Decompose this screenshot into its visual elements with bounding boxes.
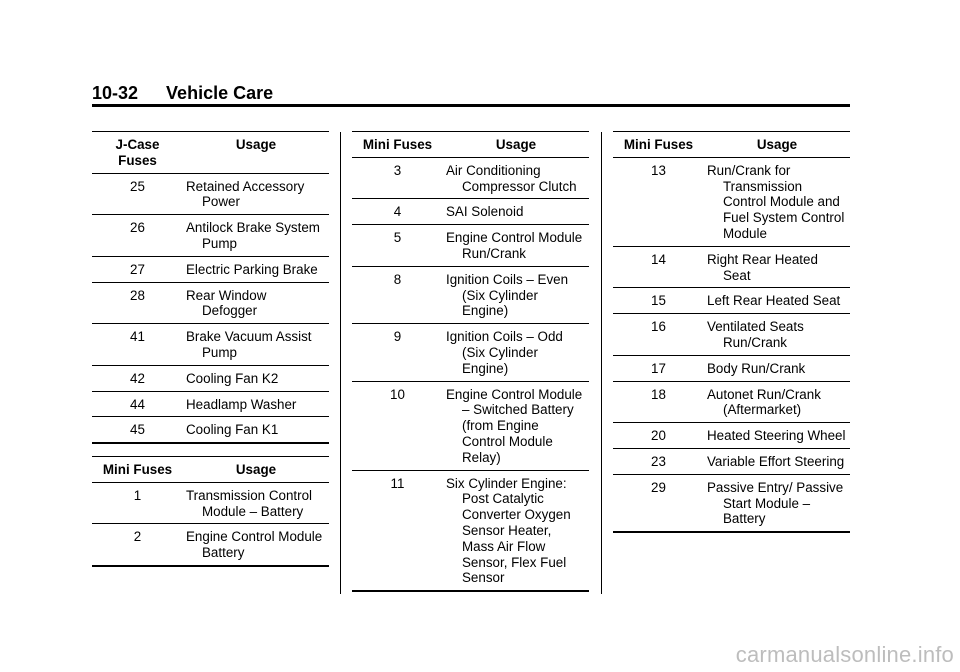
- fuse-usage-cell: [443, 266, 589, 323]
- table-row: [92, 324, 329, 366]
- fuse-usage: Transmission Control Module – Battery: [186, 487, 313, 519]
- watermark: carmanualsonline.info: [735, 642, 954, 667]
- fuse-usage: Air Conditioning Compressor Clutch: [446, 162, 577, 194]
- fuse-number: 17: [613, 355, 704, 381]
- fuse-number: 27: [92, 256, 183, 282]
- mini-fuses-table-3: [613, 131, 850, 533]
- fuse-number: 10: [352, 381, 443, 470]
- fuse-number: 42: [92, 365, 183, 391]
- jcase-fuses-header-number: J-Case Fuses: [92, 132, 183, 174]
- table-row: [92, 173, 329, 215]
- table-row: [613, 381, 850, 423]
- fuse-usage-cell: [183, 215, 329, 257]
- table-row: [613, 448, 850, 474]
- table-row: [613, 288, 850, 314]
- fuse-number: 41: [92, 324, 183, 366]
- fuse-usage: Left Rear Heated Seat: [707, 293, 841, 309]
- fuse-number: 3: [352, 157, 443, 199]
- table-row: [352, 324, 589, 381]
- table-row: [613, 157, 850, 246]
- fuse-number: 25: [92, 173, 183, 215]
- fuse-usage: Cooling Fan K1: [186, 422, 279, 438]
- fuse-usage: Autonet Run/Crank (Aftermarket): [707, 386, 821, 418]
- mini-fuses-1-header-number: Mini Fuses: [92, 457, 183, 483]
- fuse-number: 44: [92, 391, 183, 417]
- fuse-usage-cell: [443, 381, 589, 470]
- fuse-number: 15: [613, 288, 704, 314]
- fuse-usage-cell: [183, 324, 329, 366]
- fuse-number: 18: [613, 381, 704, 423]
- fuse-usage-cell: [183, 173, 329, 215]
- fuse-usage-cell: [183, 256, 329, 282]
- fuse-usage-cell: [704, 157, 850, 246]
- fuse-usage: Retained Accessory Power: [186, 178, 305, 210]
- table-row: [613, 314, 850, 356]
- mini-fuses-3-body: [613, 157, 850, 532]
- fuse-usage: Engine Control Module Run/Crank: [446, 230, 583, 261]
- fuse-usage: Headlamp Washer: [186, 396, 297, 412]
- table-row: [92, 391, 329, 417]
- page-header: [92, 82, 273, 104]
- fuse-usage: Engine Control Module – Switched Battery (from Engine Control Module Relay): [446, 386, 583, 465]
- fuse-usage: Right Rear Heated Seat: [707, 251, 818, 283]
- fuse-usage-cell: [443, 324, 589, 381]
- fuse-usage: Electric Parking Brake: [186, 261, 318, 277]
- mini-fuses-1-header-usage: Usage: [183, 457, 329, 483]
- table-row: [352, 157, 589, 199]
- fuse-usage: SAI Solenoid: [446, 204, 524, 220]
- table-row: [613, 246, 850, 288]
- fuse-usage: Body Run/Crank: [707, 360, 806, 376]
- fuse-usage: Engine Control Module Battery: [186, 529, 323, 561]
- jcase-fuses-body: [92, 173, 329, 443]
- column-divider-right: [601, 132, 602, 594]
- table-row: [92, 256, 329, 282]
- page-number: 10-32: [92, 83, 139, 103]
- fuse-usage-cell: [183, 524, 329, 566]
- fuse-usage-cell: [443, 470, 589, 591]
- mini-fuses-2-body: [352, 157, 589, 591]
- fuse-usage-cell: [183, 417, 329, 443]
- fuse-usage: Rear Window Defogger: [186, 287, 267, 319]
- column-divider-left: [340, 132, 341, 594]
- jcase-fuses-header-usage: Usage: [183, 132, 329, 174]
- table-row: [92, 524, 329, 566]
- fuse-number: 2: [92, 524, 183, 566]
- fuse-usage: Antilock Brake System Pump: [186, 220, 320, 251]
- mini-fuses-2-header-usage: Usage: [443, 132, 589, 158]
- fuse-usage: Brake Vacuum Assist Pump: [186, 329, 312, 360]
- fuse-number: 11: [352, 470, 443, 591]
- table-row: [613, 423, 850, 449]
- fuse-usage: Ignition Coils – Even (Six Cylinder Engine): [446, 271, 569, 319]
- fuse-usage: Six Cylinder Engine: Post Catalytic Converter Oxygen Sensor Heater, Mass Air Flow Sensor, Flex Fuel Sensor: [446, 475, 571, 586]
- jcase-fuses-table: [92, 131, 329, 444]
- fuse-usage-cell: [704, 314, 850, 356]
- table-row: [92, 417, 329, 443]
- fuse-usage-cell: [704, 355, 850, 381]
- fuse-usage-cell: [443, 225, 589, 267]
- fuse-number: 9: [352, 324, 443, 381]
- fuse-usage: Heated Steering Wheel: [707, 428, 846, 444]
- fuse-usage: Passive Entry/ Passive Start Module – Battery: [707, 479, 844, 527]
- fuse-usage-cell: [183, 365, 329, 391]
- fuse-number: 4: [352, 199, 443, 225]
- fuse-usage: Ignition Coils – Odd (Six Cylinder Engine): [446, 329, 563, 376]
- fuse-usage-cell: [704, 288, 850, 314]
- header-rule: [92, 104, 850, 107]
- fuse-number: 29: [613, 474, 704, 532]
- fuse-usage-cell: [704, 474, 850, 532]
- mini-fuses-table-2: [352, 131, 589, 592]
- fuse-usage-cell: [704, 448, 850, 474]
- mini-fuses-2-header-number: Mini Fuses: [352, 132, 443, 158]
- fuse-usage-cell: [704, 246, 850, 288]
- fuse-number: 14: [613, 246, 704, 288]
- fuse-number: 23: [613, 448, 704, 474]
- mini-fuses-3-header-number: Mini Fuses: [613, 132, 704, 158]
- table-row: [92, 215, 329, 257]
- table-row: [613, 474, 850, 532]
- section-title: Vehicle Care: [166, 83, 274, 103]
- fuse-usage-cell: [704, 381, 850, 423]
- mini-fuses-table-1: [92, 456, 329, 567]
- table-row: [92, 365, 329, 391]
- fuse-usage: Variable Effort Steering: [707, 453, 845, 469]
- fuse-usage: Cooling Fan K2: [186, 370, 279, 386]
- fuse-number: 13: [613, 157, 704, 246]
- fuse-number: 26: [92, 215, 183, 257]
- fuse-number: 45: [92, 417, 183, 443]
- fuse-number: 5: [352, 225, 443, 267]
- fuse-usage: Ventilated Seats Run/Crank: [707, 319, 804, 350]
- table-row: [352, 199, 589, 225]
- table-row: [352, 470, 589, 591]
- fuse-number: 20: [613, 423, 704, 449]
- table-row: [92, 282, 329, 324]
- fuse-number: 8: [352, 266, 443, 323]
- table-row: [352, 381, 589, 470]
- fuse-usage: Run/Crank for Transmission Control Module and Fuel System Control Module: [707, 162, 845, 241]
- fuse-usage-cell: [183, 282, 329, 324]
- fuse-usage-cell: [704, 423, 850, 449]
- fuse-usage-cell: [443, 157, 589, 199]
- mini-fuses-3-header-usage: Usage: [704, 132, 850, 158]
- table-row: [352, 266, 589, 323]
- mini-fuses-1-body: [92, 482, 329, 566]
- fuse-number: 16: [613, 314, 704, 356]
- fuse-number: 28: [92, 282, 183, 324]
- table-row: [352, 225, 589, 267]
- fuse-usage-cell: [183, 482, 329, 524]
- fuse-number: 1: [92, 482, 183, 524]
- fuse-usage-cell: [183, 391, 329, 417]
- table-row: [613, 355, 850, 381]
- table-row: [92, 482, 329, 524]
- fuse-usage-cell: [443, 199, 589, 225]
